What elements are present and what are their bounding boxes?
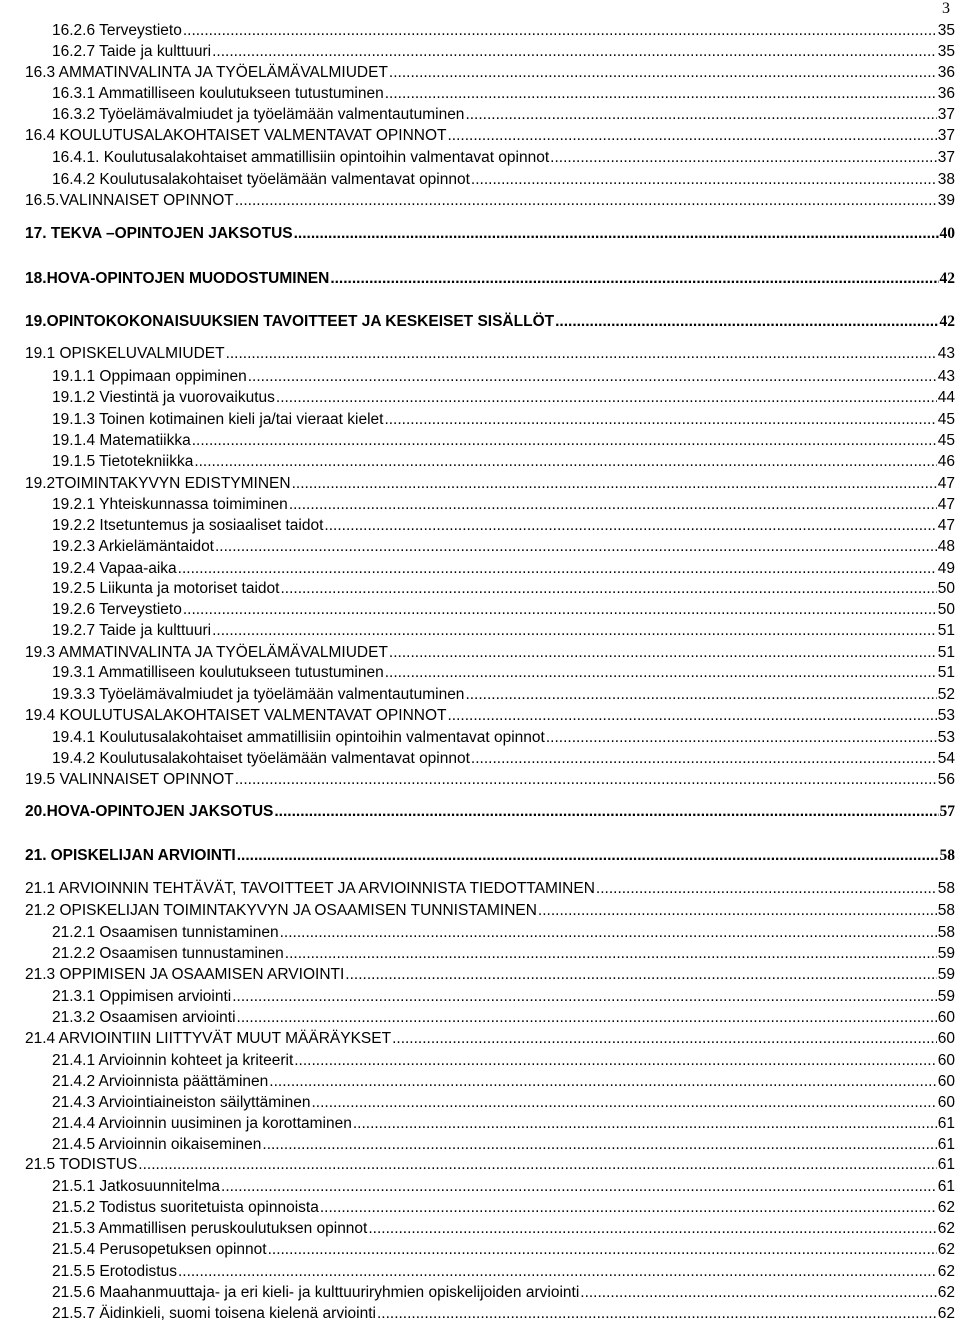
toc-leader-dots — [389, 644, 937, 662]
toc-entry-label: 19.1.3 Toinen kotimainen kieli ja/tai vieraat kielet — [52, 411, 384, 428]
toc-leader-dots — [235, 771, 937, 789]
toc-entry[interactable] — [52, 1052, 955, 1070]
toc-entry-label: 21.5.6 Maahanmuuttaja- ja eri kieli- ja kulttuuriryhmien opiskelijoiden arviointi — [52, 1284, 580, 1301]
toc-entry-label: 21.2 OPISKELIJAN TOIMINTAKYVYN JA OSAAMISEN TUNNISTAMINEN — [25, 902, 537, 919]
toc-entry[interactable] — [52, 389, 955, 407]
toc-entry[interactable] — [25, 127, 955, 145]
toc-entry[interactable] — [25, 313, 955, 331]
toc-entry[interactable] — [25, 64, 955, 82]
toc-entry-page: 59 — [937, 966, 955, 983]
toc-entry[interactable] — [52, 1073, 955, 1091]
toc-entry-label: 16.3 AMMATINVALINTA JA TYÖELÄMÄVALMIUDET — [25, 64, 388, 81]
toc-entry-label: 19.4.2 Koulutusalakohtaiset työelämään valmentavat opinnot — [52, 750, 470, 767]
toc-entry-page: 59 — [937, 988, 955, 1005]
toc-entry-label: . TEKVA –OPINTOJEN JAKSOTUS — [42, 225, 293, 242]
toc-entry[interactable] — [52, 1305, 955, 1323]
toc-entry-label: HOVA-OPINTOJEN MUODOSTUMINEN — [46, 270, 330, 287]
toc-leader-dots — [465, 686, 936, 704]
toc-entry[interactable] — [25, 225, 955, 243]
toc-entry[interactable] — [52, 368, 955, 386]
toc-entry-label: 21.1 ARVIOINNIN TEHTÄVÄT, TAVOITTEET JA ARVIOINNISTA TIEDOTTAMINEN — [25, 880, 595, 897]
toc-entry-page: 40 — [939, 225, 955, 242]
toc-entry-page: 53 — [937, 729, 955, 746]
toc-entry-number: 18. — [25, 270, 47, 287]
toc-entry[interactable] — [52, 1284, 955, 1302]
toc-entry-page: 46 — [937, 453, 955, 470]
toc-entry[interactable] — [52, 22, 955, 40]
toc-leader-dots — [280, 580, 936, 598]
toc-entry-label: 19.1.4 Matematiikka — [52, 432, 191, 449]
toc-leader-dots — [324, 517, 936, 535]
toc-leader-dots — [194, 453, 936, 471]
toc-entry-page: 35 — [937, 22, 955, 39]
toc-entry-page: 58 — [937, 880, 955, 897]
toc-entry-label: 16.3.2 Työelämävalmiudet ja työelämään valmentautuminen — [52, 106, 465, 123]
toc-entry-label: OPINTOKOKONAISUUKSIEN TAVOITTEET JA KESKEISET SISÄLLÖT — [46, 313, 555, 330]
toc-entry-label: 21.5 TODISTUS — [25, 1156, 138, 1173]
toc-entry-label: 19.5 VALINNAISET OPINNOT — [25, 771, 234, 788]
toc-entry-number: 21. — [25, 847, 47, 864]
toc-leader-dots — [320, 1199, 937, 1217]
toc-leader-dots — [311, 1094, 936, 1112]
toc-entry-page: 60 — [937, 1094, 955, 1111]
toc-entry-label: 19.2.7 Taide ja kulttuuri — [52, 622, 212, 639]
toc-entry-label: 19.1 OPISKELUVALMIUDET — [25, 345, 225, 362]
toc-entry[interactable] — [52, 517, 955, 535]
toc-entry[interactable] — [25, 707, 955, 725]
toc-entry[interactable] — [52, 149, 955, 167]
toc-leader-dots — [178, 560, 937, 578]
toc-entry-label: 19.2.1 Yhteiskunnassa toimiminen — [52, 496, 288, 513]
toc-leader-dots — [385, 85, 937, 103]
toc-entry-label: 19.1.5 Tietotekniikka — [52, 453, 194, 470]
toc-entry-page: 43 — [937, 368, 955, 385]
toc-entry-page: 53 — [937, 707, 955, 724]
toc-leader-dots — [377, 1305, 937, 1323]
toc-entry[interactable] — [52, 601, 955, 619]
toc-leader-dots — [237, 1009, 937, 1027]
toc-entry-page: 47 — [937, 496, 955, 513]
page-number: 3 — [942, 0, 950, 17]
toc-entry-label: 19.2TOIMINTAKYVYN EDISTYMINEN — [25, 475, 291, 492]
toc-entry-label: 21.5.7 Äidinkieli, suomi toisena kielenä arviointi — [52, 1305, 376, 1322]
toc-entry-label: 19.2.3 Arkielämäntaidot — [52, 538, 214, 555]
toc-entry-page: 61 — [937, 1178, 955, 1195]
toc-leader-dots — [330, 270, 938, 288]
toc-entry-page: 50 — [937, 580, 955, 597]
toc-entry-label: 16.4 KOULUTUSALAKOHTAISET VALMENTAVAT OPINNOT — [25, 127, 447, 144]
toc-entry[interactable] — [52, 1199, 955, 1217]
toc-leader-dots — [294, 1052, 937, 1070]
toc-entry[interactable] — [52, 1220, 955, 1238]
toc-entry[interactable] — [52, 106, 955, 124]
toc-entry-page: 49 — [937, 560, 955, 577]
toc-leader-dots — [471, 750, 937, 768]
toc-entry-label: 21.5.2 Todistus suoritetuista opinnoista — [52, 1199, 319, 1216]
toc-entry-page: 62 — [937, 1284, 955, 1301]
toc-entry-label: 19.3 AMMATINVALINTA JA TYÖELÄMÄVALMIUDET — [25, 644, 388, 661]
toc-entry-label: 16.2.6 Terveystieto — [52, 22, 182, 39]
toc-entry[interactable] — [52, 411, 955, 429]
toc-leader-dots — [215, 538, 937, 556]
toc-entry[interactable] — [52, 560, 955, 578]
toc-leader-dots — [447, 127, 936, 145]
toc-entry-label: 19.2.4 Vapaa-aika — [52, 560, 177, 577]
toc-leader-dots — [345, 966, 936, 984]
toc-entry-label: 16.4.2 Koulutusalakohtaiset työelämään valmentavat opinnot — [52, 171, 470, 188]
toc-entry-label: 21.3 OPPIMISEN JA OSAAMISEN ARVIOINTI — [25, 966, 345, 983]
toc-entry-number: 17 — [25, 225, 43, 242]
toc-leader-dots — [294, 225, 939, 243]
toc-leader-dots — [221, 1178, 937, 1196]
toc-entry-label: 16.5.VALINNAISET OPINNOT — [25, 192, 234, 209]
toc-entry[interactable] — [52, 171, 955, 189]
toc-leader-dots — [555, 313, 938, 331]
toc-entry-page: 58 — [939, 847, 955, 864]
toc-entry-label: OPISKELIJAN ARVIOINTI — [50, 847, 236, 864]
toc-leader-dots — [212, 622, 937, 640]
toc-entry-page: 54 — [937, 750, 955, 767]
toc-entry-label: 21.5.1 Jatkosuunnitelma — [52, 1178, 221, 1195]
toc-entry-page: 60 — [937, 1073, 955, 1090]
toc-entry-page: 51 — [937, 644, 955, 661]
toc-entry[interactable] — [25, 644, 955, 662]
toc-entry-label: 21.4.4 Arvioinnin uusiminen ja korottaminen — [52, 1115, 352, 1132]
toc-leader-dots — [384, 411, 936, 429]
toc-entry-page: 51 — [937, 664, 955, 681]
toc-leader-dots — [392, 1030, 937, 1048]
toc-entry[interactable] — [52, 432, 955, 450]
toc-entry[interactable] — [52, 1009, 955, 1027]
toc-entry[interactable] — [52, 580, 955, 598]
toc-entry-page: 61 — [937, 1156, 955, 1173]
toc-leader-dots — [138, 1156, 936, 1174]
toc-entry-label: 19.3.3 Työelämävalmiudet ja työelämään valmentautuminen — [52, 686, 465, 703]
toc-entry-page: 62 — [937, 1199, 955, 1216]
toc-entry-label: 21.5.3 Ammatillisen peruskoulutuksen opinnot — [52, 1220, 368, 1237]
toc-entry-label: 21.4 ARVIOINTIIN LIITTYVÄT MUUT MÄÄRÄYKSET — [25, 1030, 392, 1047]
toc-leader-dots — [546, 729, 937, 747]
toc-entry-page: 62 — [937, 1220, 955, 1237]
toc-entry-page: 38 — [937, 171, 955, 188]
toc-entry[interactable] — [52, 1094, 955, 1112]
toc-entry-number: 19. — [25, 313, 47, 330]
toc-entry-page: 62 — [937, 1305, 955, 1322]
toc-leader-dots — [292, 475, 937, 493]
toc-entry[interactable] — [25, 966, 955, 984]
toc-entry[interactable] — [52, 538, 955, 556]
toc-leader-dots — [212, 43, 937, 61]
toc-leader-dots — [262, 1136, 936, 1154]
toc-entry-label: 21.5.4 Perusopetuksen opinnot — [52, 1241, 267, 1258]
toc-entry-page: 56 — [937, 771, 955, 788]
toc-leader-dots — [538, 902, 937, 920]
toc-entry[interactable] — [52, 945, 955, 963]
toc-leader-dots — [471, 171, 937, 189]
toc-leader-dots — [276, 389, 937, 407]
toc-entry-label: 21.5.5 Erotodistus — [52, 1263, 177, 1280]
toc-entry[interactable] — [25, 803, 955, 821]
toc-entry-label: 21.3.2 Osaamisen arviointi — [52, 1009, 236, 1026]
toc-entry[interactable] — [52, 496, 955, 514]
toc-entry-page: 61 — [937, 1115, 955, 1132]
toc-entry-page: 59 — [937, 945, 955, 962]
toc-entry[interactable] — [25, 1030, 955, 1048]
toc-entry-label: 19.2.2 Itsetuntemus ja sosiaaliset taidot — [52, 517, 324, 534]
toc-entry-label: 19.2.6 Terveystieto — [52, 601, 182, 618]
toc-entry-page: 58 — [937, 924, 955, 941]
toc-leader-dots — [226, 345, 937, 363]
toc-entry-page: 48 — [937, 538, 955, 555]
toc-entry-page: 42 — [939, 270, 955, 287]
toc-leader-dots — [465, 106, 936, 124]
toc-entry[interactable] — [25, 475, 955, 493]
toc-entry-page: 35 — [937, 43, 955, 60]
toc-entry[interactable] — [52, 453, 955, 471]
toc-entry[interactable] — [52, 1115, 955, 1133]
toc-entry[interactable] — [25, 345, 955, 363]
toc-entry-number: 20. — [25, 803, 47, 820]
toc-entry-label: 21.4.1 Arvioinnin kohteet ja kriteerit — [52, 1052, 294, 1069]
toc-entry-page: 60 — [937, 1052, 955, 1069]
toc-entry[interactable] — [25, 902, 955, 920]
toc-leader-dots — [268, 1241, 937, 1259]
toc-entry-page: 36 — [937, 64, 955, 81]
toc-entry[interactable] — [52, 664, 955, 682]
toc-entry-page: 60 — [937, 1009, 955, 1026]
toc-leader-dots — [447, 707, 936, 725]
toc-leader-dots — [289, 496, 937, 514]
toc-entry-page: 45 — [937, 411, 955, 428]
toc-entry-page: 61 — [937, 1136, 955, 1153]
toc-leader-dots — [285, 945, 937, 963]
toc-entry-page: 57 — [939, 803, 955, 820]
toc-entry[interactable] — [52, 1178, 955, 1196]
toc-leader-dots — [274, 803, 938, 821]
toc-entry[interactable] — [52, 750, 955, 768]
toc-entry[interactable] — [52, 924, 955, 942]
toc-entry-label: 19.4.1 Koulutusalakohtaiset ammatillisiin opintoihin valmentavat opinnot — [52, 729, 545, 746]
toc-entry-label: 21.4.3 Arviointiaineiston säilyttäminen — [52, 1094, 311, 1111]
toc-leader-dots — [183, 22, 937, 40]
toc-entry-label: 21.4.2 Arvioinnista päättäminen — [52, 1073, 269, 1090]
toc-entry[interactable] — [25, 270, 955, 288]
toc-entry[interactable] — [52, 1136, 955, 1154]
toc-entry[interactable] — [52, 988, 955, 1006]
toc-entry[interactable] — [25, 847, 955, 865]
toc-entry-page: 52 — [937, 686, 955, 703]
toc-entry[interactable] — [25, 1156, 955, 1174]
toc-entry-page: 47 — [937, 517, 955, 534]
toc-entry-page: 37 — [937, 106, 955, 123]
toc-entry-label: 21.3.1 Oppimisen arviointi — [52, 988, 232, 1005]
toc-entry[interactable] — [25, 880, 955, 898]
toc-leader-dots — [389, 64, 937, 82]
toc-leader-dots — [232, 988, 937, 1006]
toc-entry-label: 19.1.2 Viestintä ja vuorovaikutus — [52, 389, 275, 406]
toc-entry-page: 37 — [937, 127, 955, 144]
toc-entry-label: 16.4.1. Koulutusalakohtaiset ammatillisiin opintoihin valmentavat opinnot — [52, 149, 550, 166]
toc-entry-label: 21.2.1 Osaamisen tunnistaminen — [52, 924, 279, 941]
toc-entry-label: 21.4.5 Arvioinnin oikaiseminen — [52, 1136, 262, 1153]
toc-leader-dots — [580, 1284, 936, 1302]
toc-leader-dots — [192, 432, 937, 450]
toc-leader-dots — [368, 1220, 936, 1238]
toc-leader-dots — [280, 924, 937, 942]
toc-entry-page: 50 — [937, 601, 955, 618]
toc-entry-page: 51 — [937, 622, 955, 639]
toc-entry[interactable] — [52, 1241, 955, 1259]
toc-entry-page: 36 — [937, 85, 955, 102]
toc-entry-page: 39 — [937, 192, 955, 209]
toc-leader-dots — [237, 847, 939, 865]
toc-entry[interactable] — [52, 729, 955, 747]
toc-leader-dots — [353, 1115, 937, 1133]
toc-entry-label: 21.2.2 Osaamisen tunnustaminen — [52, 945, 284, 962]
toc-entry[interactable] — [52, 1263, 955, 1281]
toc-entry-label: 19.3.1 Ammatilliseen koulutukseen tutustuminen — [52, 664, 384, 681]
toc-leader-dots — [178, 1263, 937, 1281]
toc-entry[interactable] — [52, 686, 955, 704]
toc-leader-dots — [183, 601, 937, 619]
toc-entry-page: 47 — [937, 475, 955, 492]
toc-entry-page: 62 — [937, 1263, 955, 1280]
toc-entry-label: 16.2.7 Taide ja kulttuuri — [52, 43, 212, 60]
toc-entry-label: HOVA-OPINTOJEN JAKSOTUS — [46, 803, 274, 820]
toc-leader-dots — [550, 149, 937, 167]
toc-leader-dots — [269, 1073, 936, 1091]
toc-entry-page: 60 — [937, 1030, 955, 1047]
toc-leader-dots — [385, 664, 937, 682]
toc-entry[interactable] — [25, 192, 955, 210]
toc-entry-label: 16.3.1 Ammatilliseen koulutukseen tutustuminen — [52, 85, 384, 102]
toc-entry-page: 58 — [937, 902, 955, 919]
toc-leader-dots — [596, 880, 937, 898]
toc-entry-page: 42 — [939, 313, 955, 330]
toc-entry-page: 45 — [937, 432, 955, 449]
toc-entry-label: 19.2.5 Liikunta ja motoriset taidot — [52, 580, 280, 597]
toc-entry[interactable] — [52, 85, 955, 103]
toc-entry[interactable] — [52, 622, 955, 640]
toc-entry-page: 37 — [937, 149, 955, 166]
toc-entry[interactable] — [52, 43, 955, 61]
toc-entry[interactable] — [25, 771, 955, 789]
toc-entry-label: 19.4 KOULUTUSALAKOHTAISET VALMENTAVAT OPINNOT — [25, 707, 447, 724]
toc-leader-dots — [235, 192, 937, 210]
toc-entry-page: 43 — [937, 345, 955, 362]
toc-entry-page: 62 — [937, 1241, 955, 1258]
toc-entry-page: 44 — [937, 389, 955, 406]
toc-leader-dots — [248, 368, 937, 386]
toc-entry-label: 19.1.1 Oppimaan oppiminen — [52, 368, 247, 385]
